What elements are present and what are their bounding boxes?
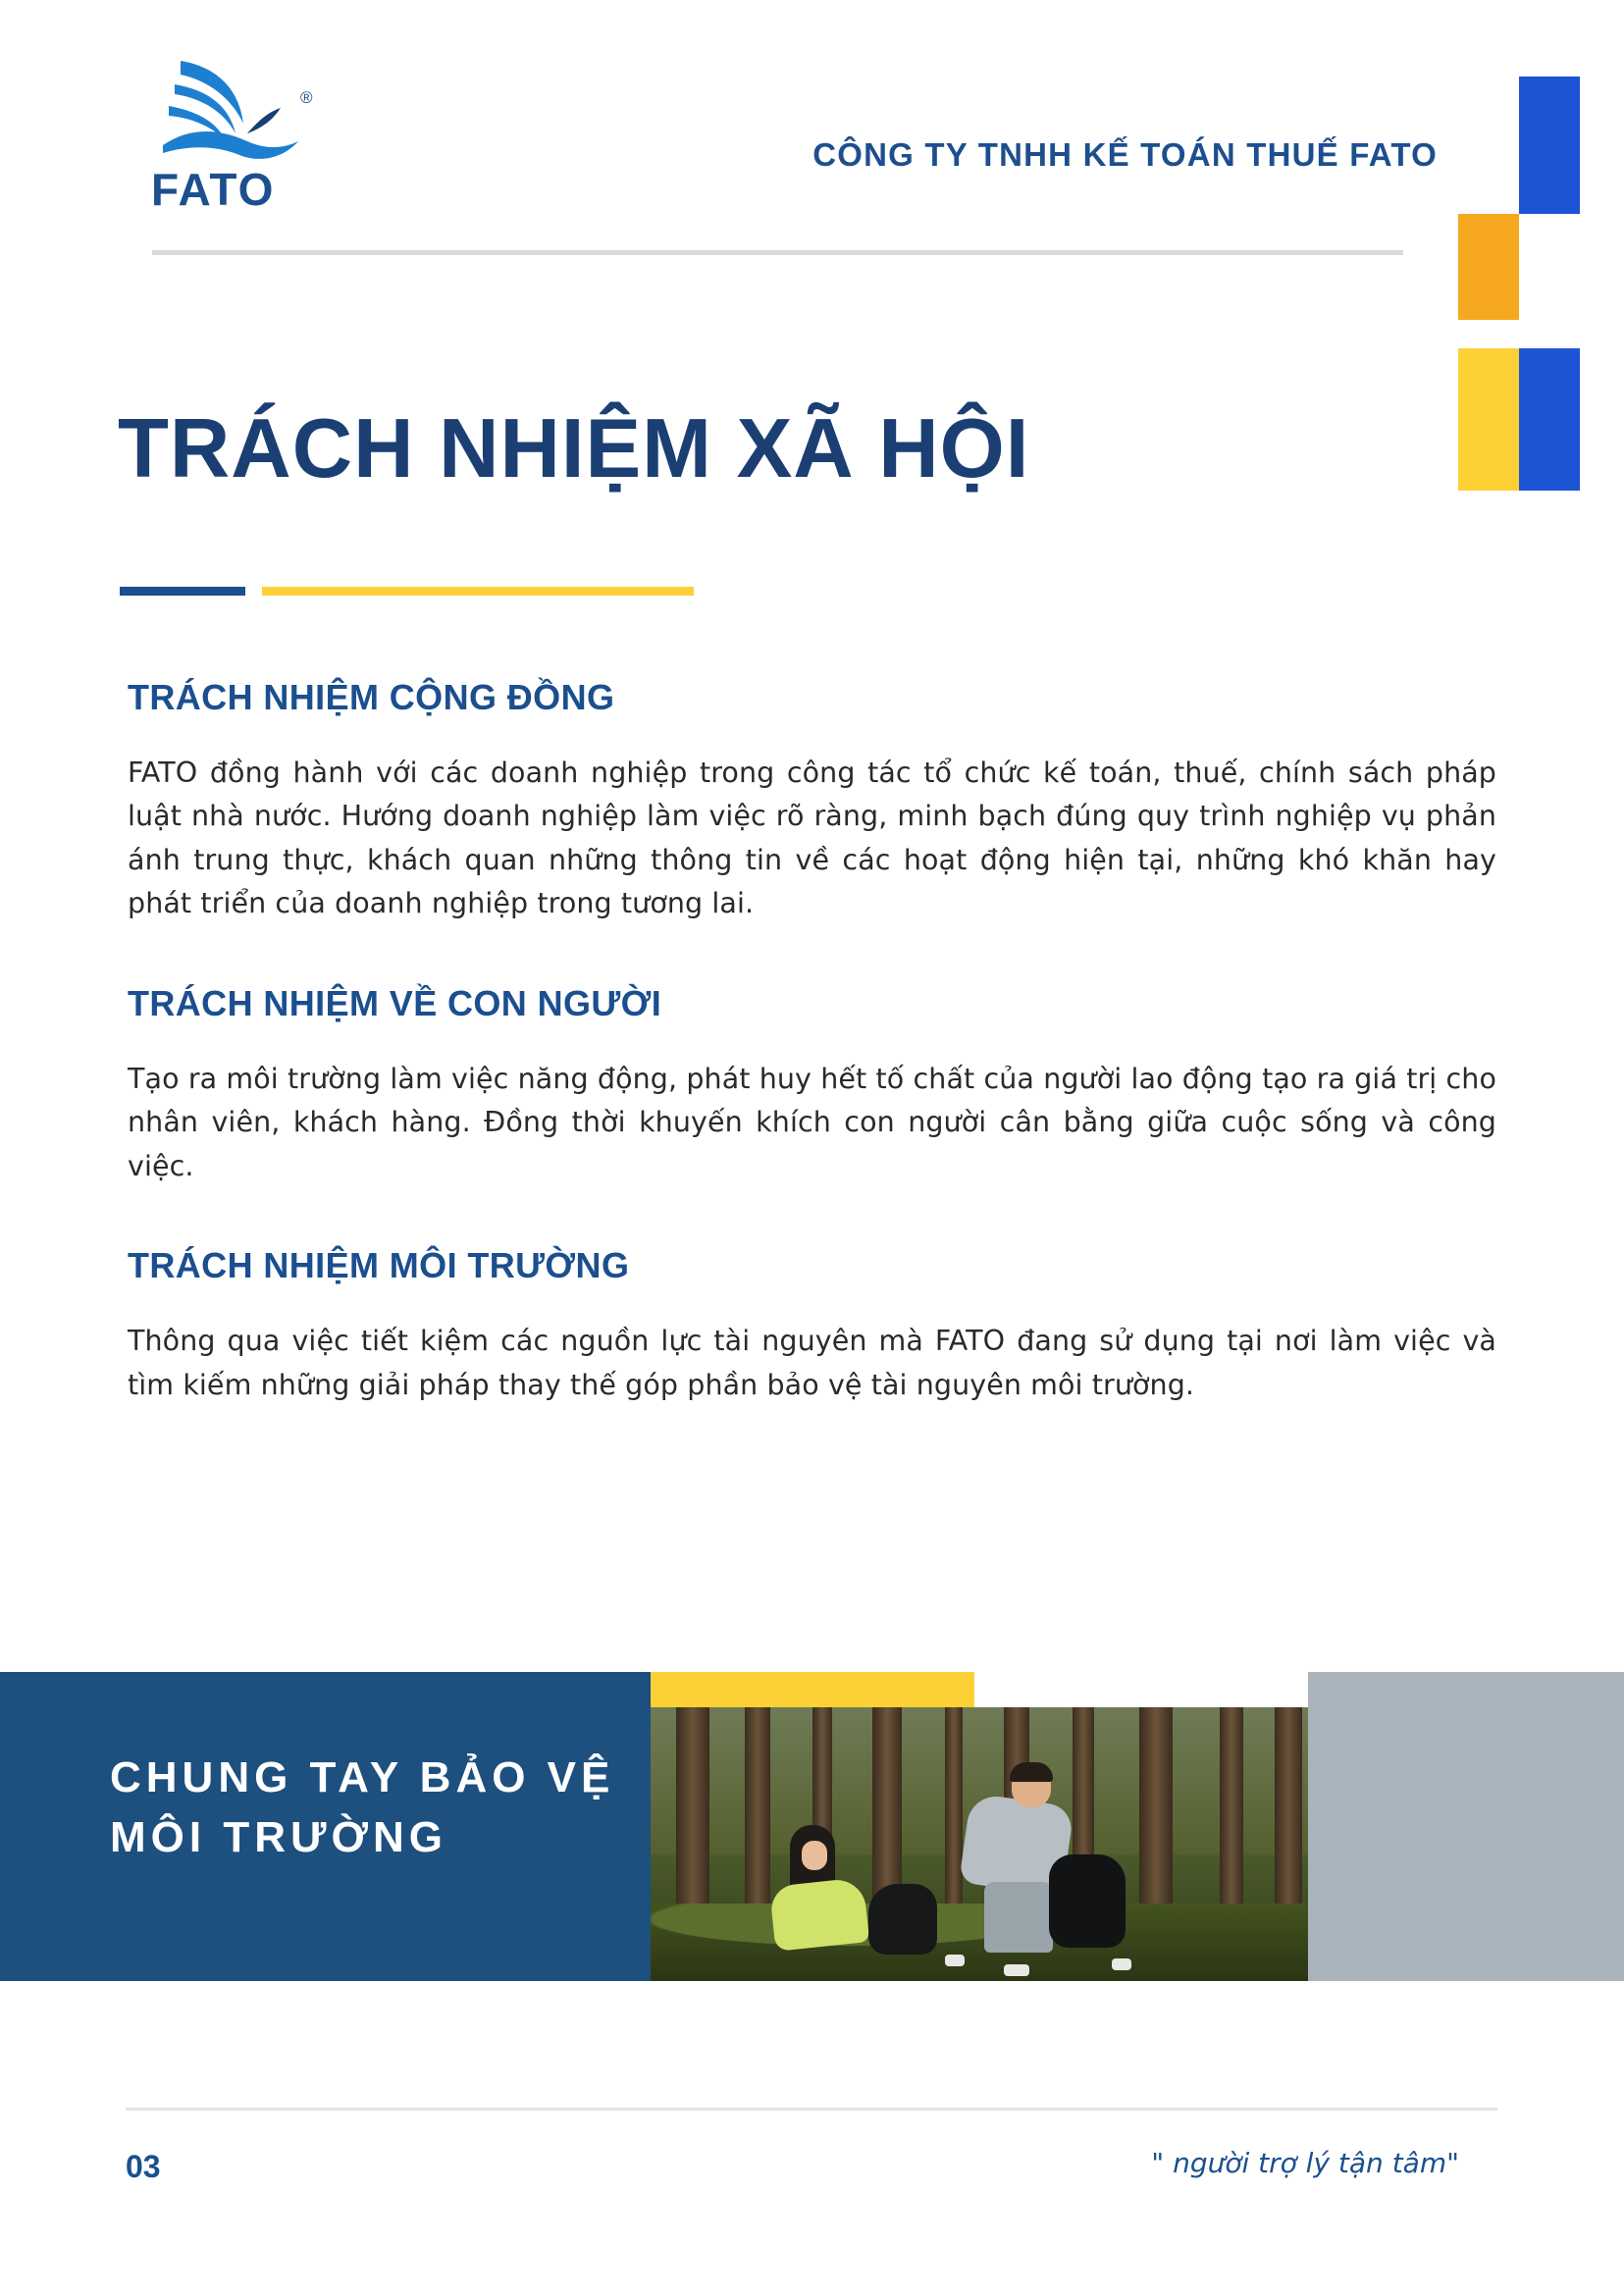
banner-caption-panel	[0, 1672, 651, 1981]
decor-square-orange	[1458, 214, 1519, 320]
banner-yellow-tab	[651, 1672, 974, 1707]
banner-photo	[651, 1707, 1308, 1981]
page-title: TRÁCH NHIỆM XÃ HỘI	[118, 401, 1030, 496]
section-paragraph: FATO đồng hành với các doanh nghiệp trong công tác tổ chức kế toán, thuế, chính sách pháp luật nhà nước. Hướng doanh nghiệp làm việc rõ ràng, minh bạch đúng quy trình nghiệp vụ phản ánh trung thực, khách quan những thông tin về các hoạt động hiện tại, những khó khăn hay phát triển của doanh nghiệp trong tương lai.	[128, 757, 1496, 920]
photo-tree	[1220, 1707, 1243, 1933]
section-people	[128, 983, 1496, 1188]
decor-square-yellow	[1458, 348, 1519, 491]
footer-divider	[126, 2108, 1497, 2111]
banner-icon-panel	[1308, 1672, 1624, 1981]
decor-square-blue-bottom	[1519, 348, 1580, 491]
company-name: CÔNG TY TNHH KẾ TOÁN THUẾ FATO	[812, 136, 1438, 173]
section-paragraph: Thông qua việc tiết kiệm các nguồn lực tài nguyên mà FATO đang sử dụng tại nơi làm việc và tìm kiếm những giải pháp thay thế góp phần bảo vệ tài nguyên môi trường.	[128, 1325, 1496, 1401]
registered-mark: ®	[300, 88, 313, 107]
page-number: 03	[126, 2149, 161, 2184]
company-logo	[145, 51, 351, 233]
photo-litter	[1112, 1958, 1131, 1970]
photo-litter	[945, 1955, 965, 1966]
content-body	[128, 677, 1496, 1407]
photo-litter	[1004, 1964, 1029, 1976]
photo-tree	[1139, 1707, 1173, 1933]
logo-mark-icon	[145, 51, 312, 169]
photo-person-woman	[766, 1825, 874, 1953]
photo-tree	[1275, 1707, 1302, 1933]
section-paragraph: Tạo ra môi trường làm việc năng động, phát huy hết tố chất của người lao động tạo ra giá trị cho nhân viên, khách hàng. Đồng thời khuyến khích con người cân bằng giữa cuộc sống và công việc.	[128, 1062, 1496, 1182]
section-heading: TRÁCH NHIỆM MÔI TRƯỜNG	[128, 1245, 630, 1286]
photo-trash-bag	[868, 1884, 937, 1955]
title-underline-yellow	[262, 587, 694, 596]
section-community	[128, 677, 1496, 926]
title-underline-blue	[120, 587, 245, 596]
environment-banner	[0, 1672, 1624, 1981]
banner-caption: CHUNG TAY BẢO VỆ MÔI TRƯỜNG	[110, 1753, 615, 1861]
section-environment	[128, 1245, 1496, 1407]
header-divider	[152, 250, 1403, 255]
section-heading: TRÁCH NHIỆM CỘNG ĐỒNG	[128, 677, 615, 717]
decor-square-blue-top	[1519, 77, 1580, 214]
logo-wordmark: FATO	[151, 164, 276, 215]
page-header	[0, 0, 1624, 275]
title-underline	[120, 587, 708, 596]
section-heading: TRÁCH NHIỆM VỀ CON NGƯỜI	[128, 982, 662, 1023]
photo-trash-bag	[1049, 1854, 1126, 1948]
footer-slogan: " người trợ lý tận tâm"	[1151, 2147, 1459, 2179]
